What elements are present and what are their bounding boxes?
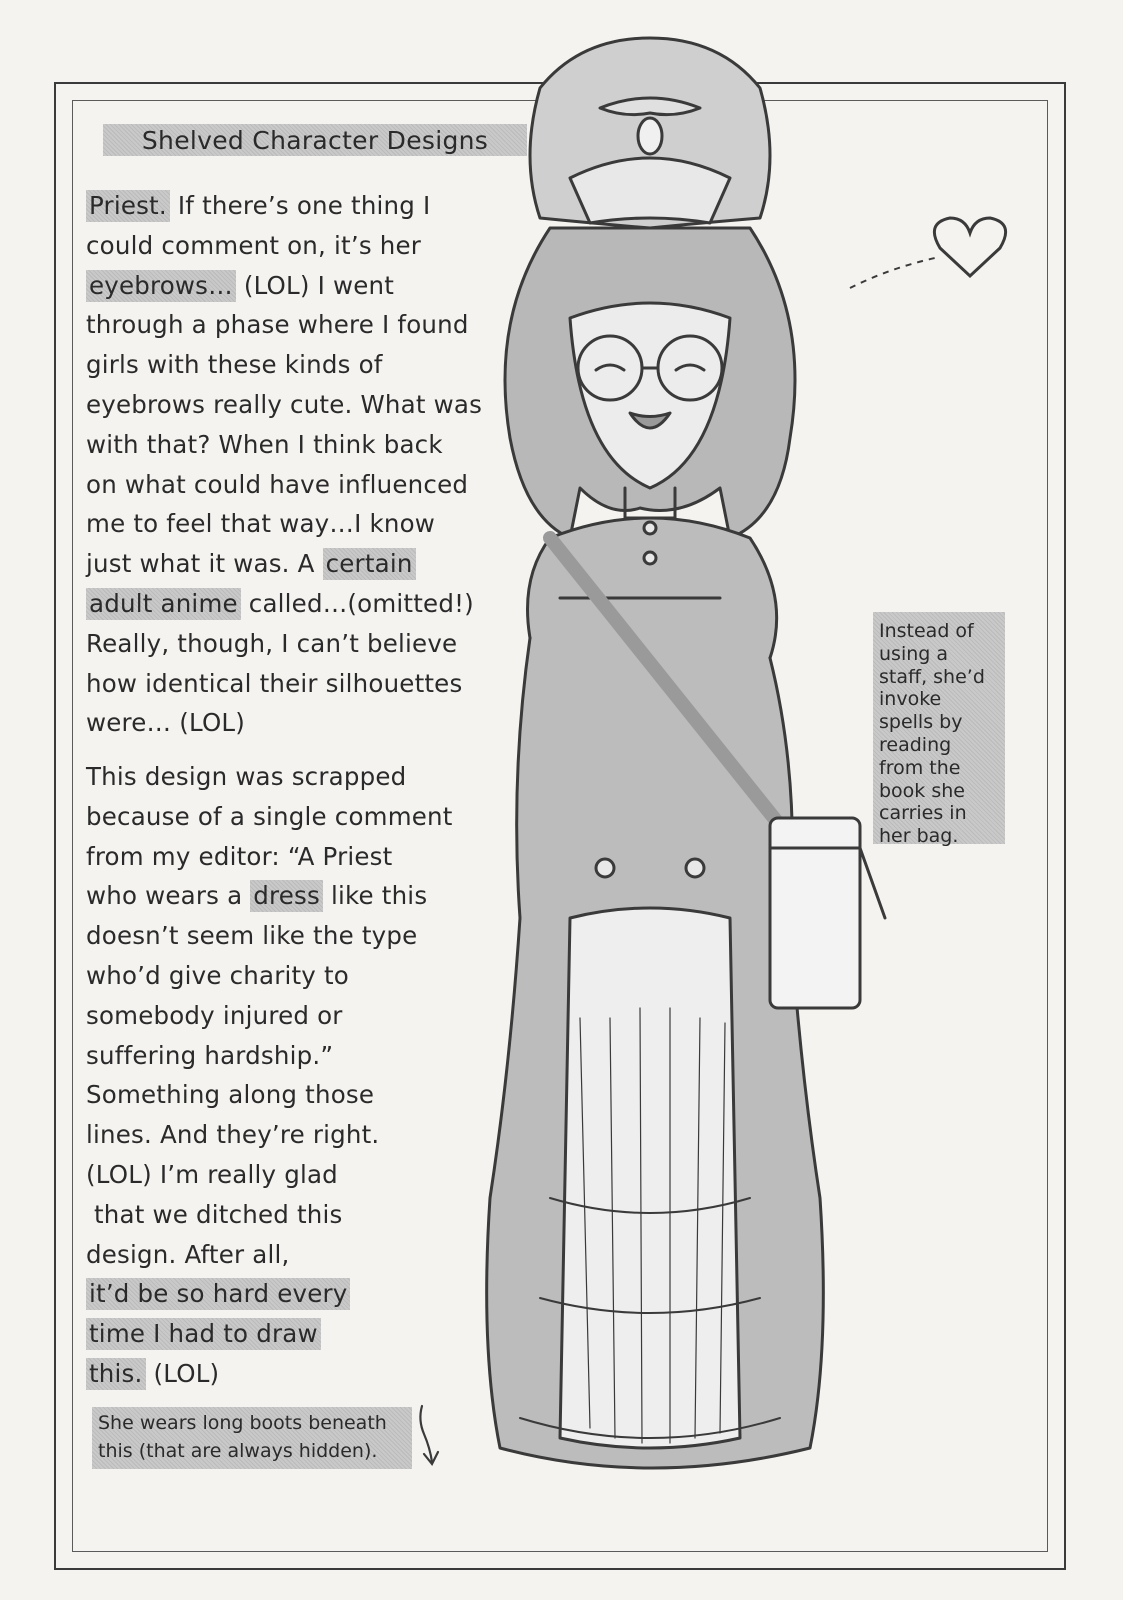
plain-text: suffering hardship.” [86, 1040, 334, 1070]
plain-text: like this [323, 881, 428, 911]
paragraph2-line [86, 1115, 486, 1155]
highlighted-text: adult anime [86, 588, 241, 620]
paragraph1-line [86, 226, 486, 266]
paragraph1-line [86, 664, 486, 704]
paragraph1-line [86, 703, 486, 743]
paragraph1-line [86, 425, 486, 465]
plain-text: through a phase where I found [86, 310, 469, 340]
paragraph1-line [86, 186, 486, 226]
plain-text: (LOL) I’m really glad [86, 1159, 338, 1189]
highlighted-text: certain [323, 548, 416, 580]
plain-text: could comment on, it’s her [86, 230, 422, 260]
paragraph1-line [86, 345, 486, 385]
plain-text: (LOL) I went [235, 270, 395, 300]
plain-text: on what could have influenced [86, 469, 469, 499]
heart-icon [934, 218, 1005, 276]
paragraph2-line [86, 996, 486, 1036]
paragraph2-line [86, 1075, 486, 1115]
paragraph1-line [86, 385, 486, 425]
paragraph2-line [86, 956, 486, 996]
plain-text: This design was scrapped [86, 762, 407, 791]
highlighted-text: eyebrows… [86, 270, 236, 302]
side-note-bag: Instead of using a staff, she’d invoke spells by reading from the book she carries in her bag. [873, 612, 1005, 844]
plain-text: If there’s one thing I [169, 191, 431, 220]
paragraph1-line [86, 544, 486, 584]
plain-text: because of a single comment [86, 801, 453, 831]
paragraph1-line [86, 624, 486, 664]
paragraph2-line [86, 1155, 486, 1195]
paragraph2-line [86, 916, 486, 956]
plain-text: Really, though, I can’t believe [86, 628, 458, 658]
paragraph2-line [86, 757, 486, 797]
plain-text: called…(omitted!) [240, 588, 474, 618]
highlighted-text: Priest. [86, 190, 170, 222]
paragraph1-line [86, 305, 486, 345]
highlighted-text: dress [250, 880, 323, 912]
highlighted-text: it’d be so hard every [86, 1278, 350, 1310]
plain-text: me to feel that way…I know [86, 509, 436, 539]
down-arrow-icon [410, 1400, 450, 1470]
commentary-paragraph-2 [86, 757, 486, 1394]
highlighted-text: time I had to draw [86, 1318, 321, 1350]
paragraph2-line [86, 1274, 486, 1314]
paragraph2-line [86, 1195, 486, 1235]
plain-text: Something along those [86, 1080, 375, 1110]
paragraph2-line [86, 1314, 486, 1354]
plain-text: design. After all, [86, 1239, 290, 1269]
paragraph2-line [86, 876, 486, 916]
paragraph2-line [86, 797, 486, 837]
plain-text: that we ditched this [86, 1199, 343, 1229]
bottom-note-boots: She wears long boots beneath this (that are always hidden). [92, 1407, 412, 1469]
plain-text: just what it was. A [86, 549, 323, 579]
plain-text: lines. And they’re right. [86, 1120, 380, 1150]
paragraph1-line [86, 504, 486, 544]
plain-text: (LOL) [145, 1358, 220, 1388]
plain-text: who wears a [86, 881, 251, 911]
plain-text: how identical their silhouettes [86, 668, 463, 698]
commentary-paragraph-1 [86, 186, 486, 743]
paragraph1-line [86, 465, 486, 505]
paragraph2-line [86, 1235, 486, 1275]
plain-text: from my editor: “A Priest [86, 841, 393, 871]
plain-text: were… (LOL) [86, 708, 246, 738]
paragraph2-line [86, 1036, 486, 1076]
plain-text: who’d give charity to [86, 960, 349, 990]
paragraph1-line [86, 584, 486, 624]
plain-text: with that? When I think back [86, 429, 443, 459]
highlighted-text: this. [86, 1358, 146, 1390]
plain-text: girls with these kinds of [86, 350, 383, 380]
paragraph2-line [86, 837, 486, 877]
plain-text: somebody injured or [86, 1000, 343, 1030]
paragraph2-line [86, 1354, 486, 1394]
plain-text: doesn’t seem like the type [86, 921, 418, 951]
paragraph1-line [86, 266, 486, 306]
page-title: Shelved Character Designs [103, 124, 527, 156]
plain-text: eyebrows really cute. What was [86, 389, 483, 419]
